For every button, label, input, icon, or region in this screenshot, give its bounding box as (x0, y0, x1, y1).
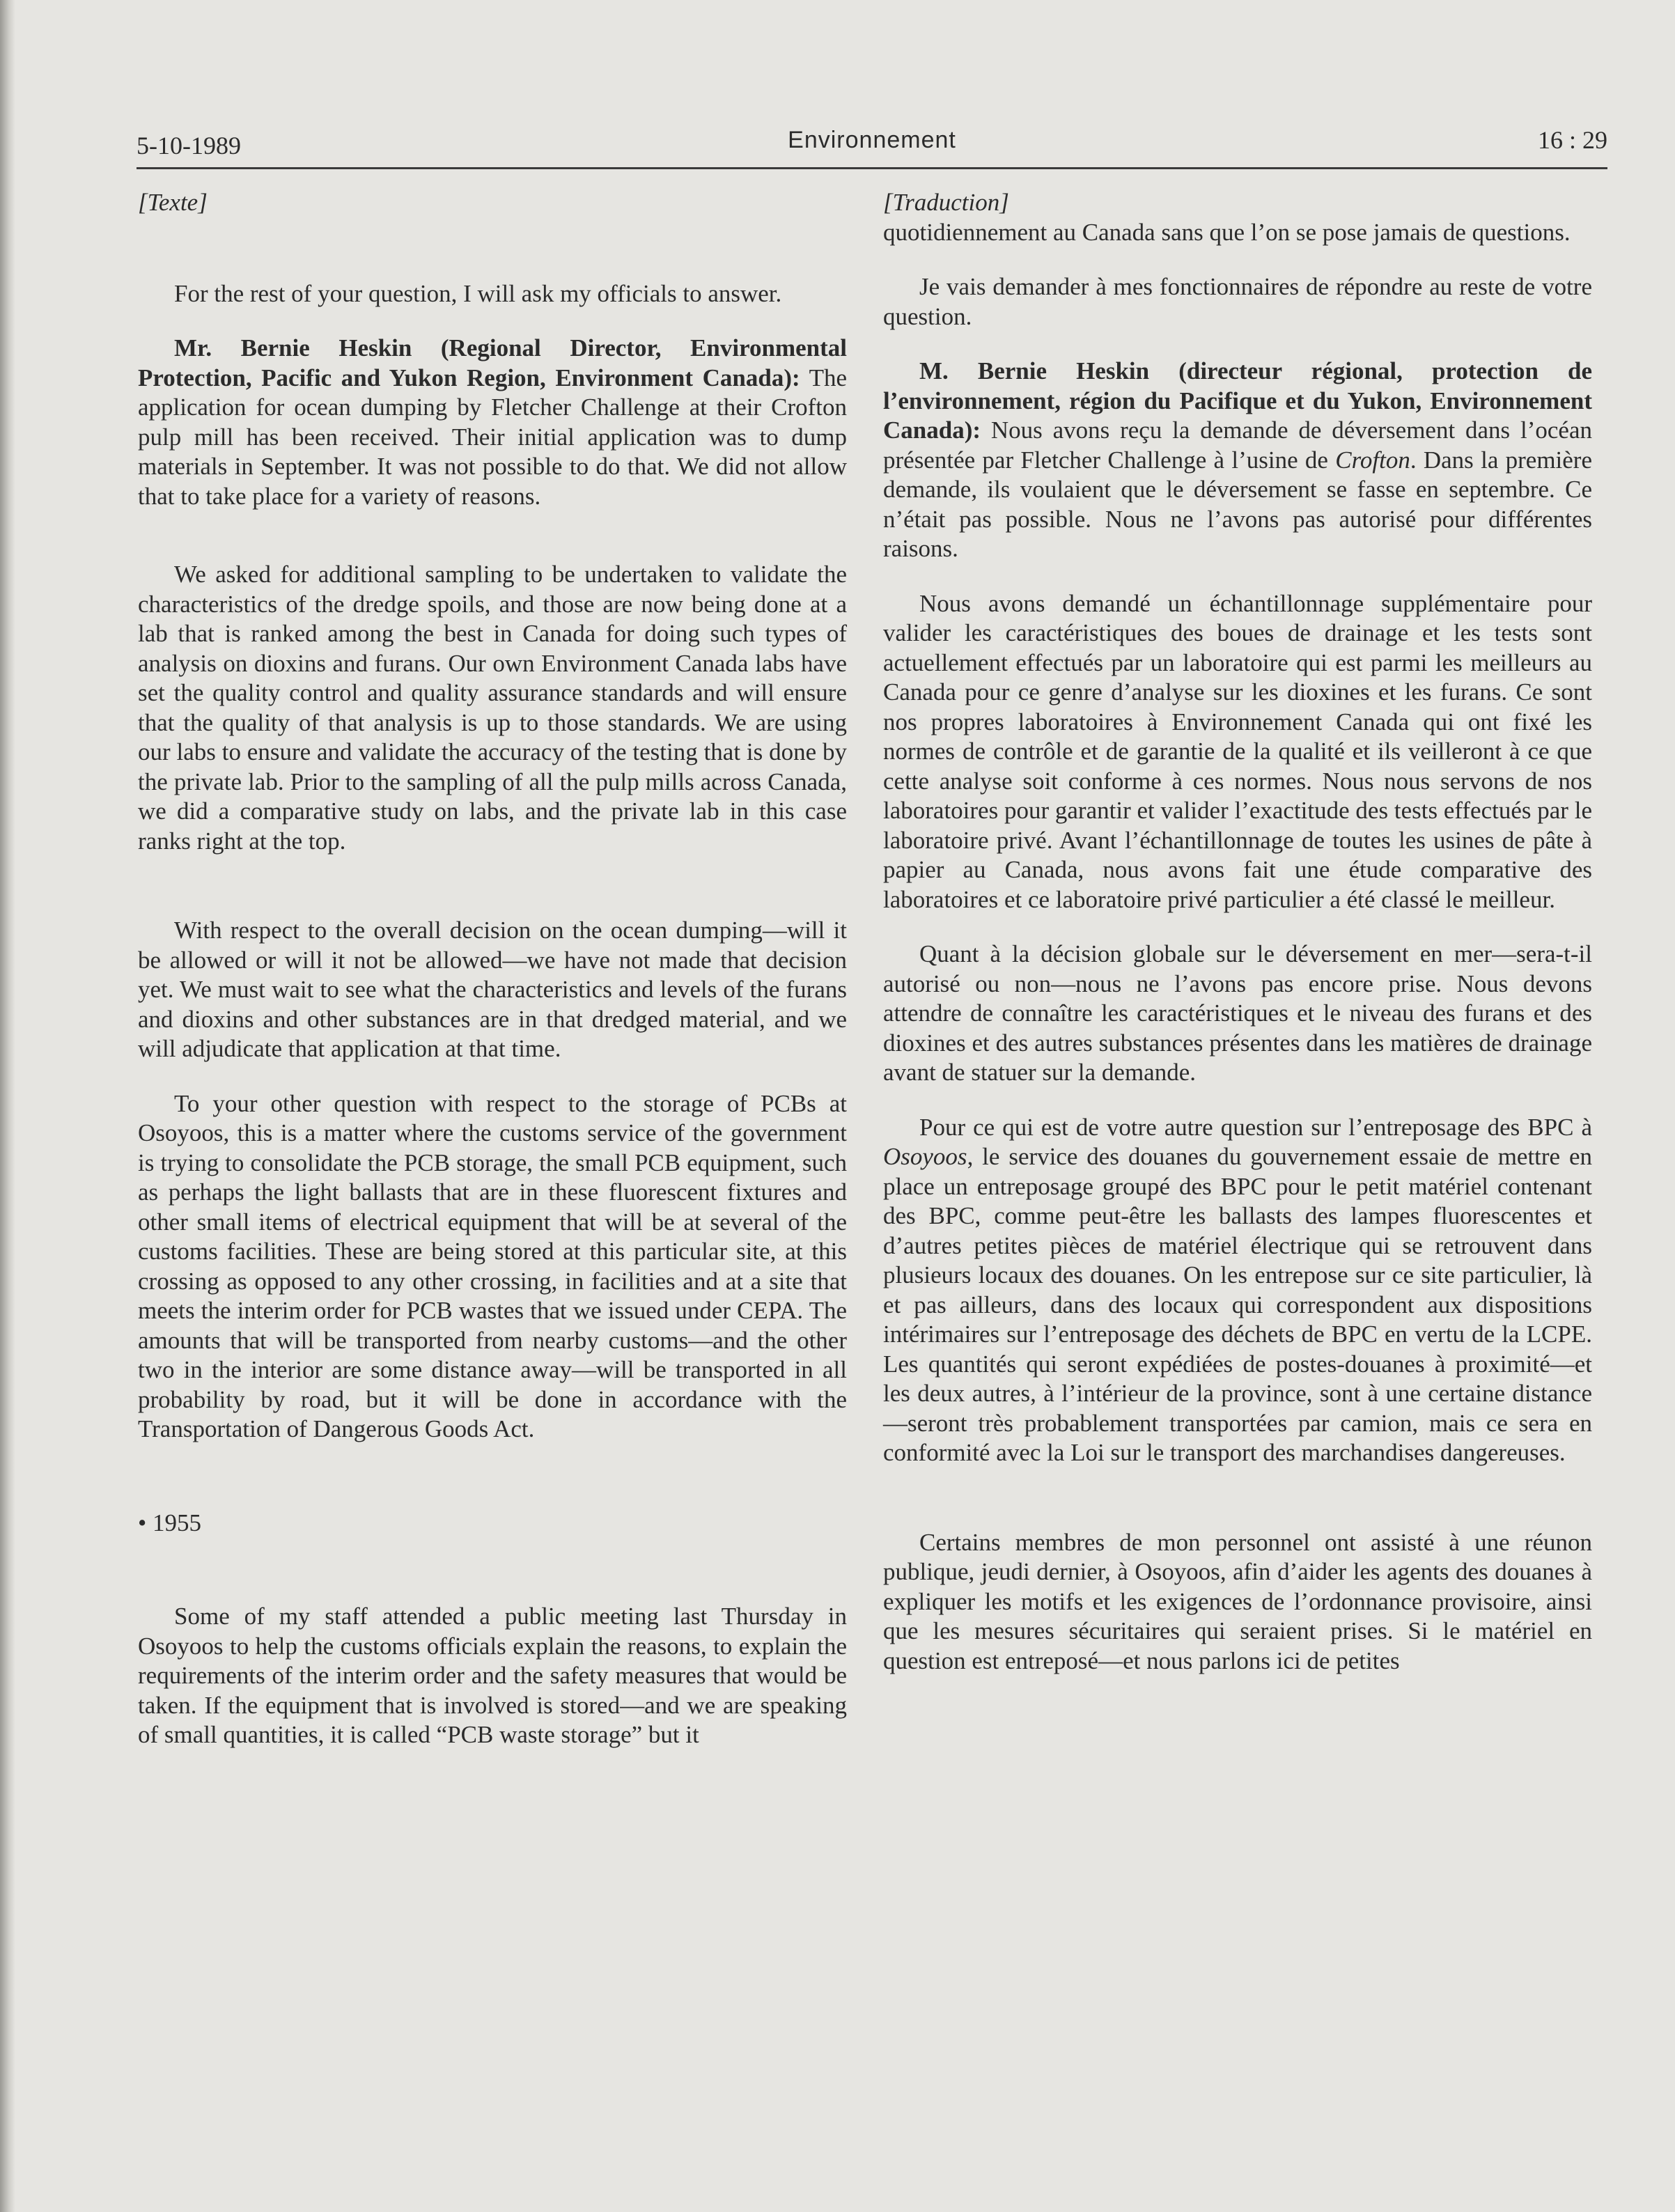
speaker-name: M. Bernie Heskin (directeur régional, protection de l’environnement, région du Pacifique et du Yukon, Environnement Canada): (883, 357, 1592, 444)
speech-text: Pour ce qui est de votre autre question sur l’entreposage des BPC à (919, 1113, 1592, 1141)
speech-text: Nous avons reçu la demande de déversement dans l’océan présentée par Fletcher Challenge à l’usine de (883, 416, 1592, 474)
paragraph: quotidiennement au Canada sans que l’on se pose jamais de questions. (883, 218, 1571, 246)
paragraph: Some of my staff attended a public meeting last Thursday in Osoyoos to help the customs officials explain the reasons, to explain the requirements of the interim order and the safety measures that would be taken. If the equipment that is involved is stored—and we are speaking of small quantities, it is called “PCB waste storage” but it (138, 1603, 847, 1748)
speech-text: . Dans la première demande, ils voulaient que le déversement se fasse en septembre. Ce n’était pas possible. Nous ne l’avons pas autorisé pour différentes raisons. (883, 446, 1592, 562)
french-column (883, 188, 1592, 1676)
paragraph (138, 334, 847, 511)
paragraph: Certains membres de mon personnel ont assisté à une réunon publique, jeudi dernier, à Osoyoos, afin d’aider les agents des douanes à expliquer les motifs et les exigences de l’ordonnance provisoire, ainsi que les mesures sécuritaires qui seraient prises. Si le matériel en question est entreposé—et nous parlons ici de petites (883, 1528, 1592, 1674)
header-title: Environnement (788, 127, 956, 153)
paragraph: Quant à la décision globale sur le déversement en mer—sera-t-il autorisé ou non—nous ne l’avons pas encore prise. Nous devons attendre de connaître les caractéristiques et le niveau des furans et des dioxines et des autres substances présentes dans les matières de drainage avant de statuer sur la demande. (883, 940, 1592, 1086)
header-date: 5-10-1989 (137, 132, 241, 159)
place-name: Osoyoos (883, 1143, 967, 1170)
page-header (137, 125, 1607, 164)
header-rule (137, 167, 1607, 169)
paragraph (883, 1113, 1592, 1468)
header-page-number: 16 : 29 (1537, 126, 1607, 154)
speech-text: , le service des douanes du gouvernement essaie de mettre en place un entreposage groupé des BPC pour le petit matériel contenant des BPC, comme peut-être les ballasts des lampes fluorescentes et d’autres petites pièces de matériel électrique qui se retrouvent dans plusieurs locaux des douanes. On les entrepose sur ce site particulier, là et pas ailleurs, dans des locaux qui correspondent aux dispositions intérimaires sur l’entreposage des déchets de BPC en vertu de la LCPE. Les quantités qui seront expédiées de postes-douanes à proximité—et les deux autres, à l’intérieur de la province, sont à une certaine distance—seront très probablement transportées par camion, mais ce sera en conformité avec la Loi sur le transport des marchandises dangereuses. (883, 1143, 1592, 1466)
speaker-name: Mr. Bernie Heskin (Regional Director, Environmental Protection, Pacific and Yukon Region, Environment Canada): (138, 334, 847, 391)
paragraph: For the rest of your question, I will ask my officials to answer. (174, 279, 782, 307)
paragraph: Je vais demander à mes fonctionnaires de répondre au reste de votre question. (883, 273, 1592, 330)
paragraph: To your other question with respect to the storage of PCBs at Osoyoos, this is a matter where the customs service of the government is trying to consolidate the PCB storage, the small PCB equipment, such as perhaps the light ballasts that are in these fluorescent fixtures and other small items of electrical equipment that will be at several of the customs facilities. These are being stored at this particular site, at this crossing as opposed to any other crossing, in facilities and at a site that meets the interim order for PCB wastes that we issued under CEPA. The amounts that will be transported from nearby customs—and the other two in the interior are some distance away—will be transported in all probability by road, but it will be done in accordance with the Transportation of Dangerous Goods Act. (138, 1089, 847, 1442)
place-name: Crofton (1335, 446, 1410, 474)
language-tag: [Texte] (138, 189, 208, 216)
time-marker: • 1955 (138, 1509, 202, 1536)
paragraph (883, 357, 1592, 564)
paragraph: With respect to the overall decision on the ocean dumping—will it be allowed or will it not be allowed—we have not made that decision yet. We must wait to see what the characteristics and levels of the furans and dioxins and other substances are in that dredged material, and we will adjudicate that application at that time. (138, 917, 847, 1062)
language-tag: [Traduction] (883, 189, 1009, 216)
english-column (138, 188, 847, 1750)
paragraph: We asked for additional sampling to be undertaken to validate the characteristics of the dredge spoils, and those are now being done at a lab that is ranked among the best in Canada for doing such types of analysis on dioxins and furans. Our own Environment Canada labs have set the quality control and quality assurance standards and will ensure that the quality of that analysis is up to those standards. We are using our labs to ensure and validate the accuracy of the testing that is done by the private lab. Prior to the sampling of all the pulp mills across Canada, we did a comparative study on labs, and the private lab in this case ranks right at the top. (138, 561, 847, 855)
speech-text: The application for ocean dumping by Fletcher Challenge at their Crofton pulp mill has been received. Their initial application was to dump materials in September. It was not possible to do that. We did not allow that to take place for a variety of reasons. (138, 364, 847, 510)
paragraph: Nous avons demandé un échantillonnage supplémentaire pour valider les caractéristiques des boues de drainage et les tests sont actuellement effectués par un laboratoire qui est parmi les meilleurs au Canada pour ce genre d’analyse sur les dioxines et les furans. Ce sont nos propres laboratoires à Environnement Canada qui ont fixé les normes de contrôle et de garantie de la qualité et ils veilleront à ce que cette analyse soit conforme à ces normes. Nous nous servons de nos laboratoires pour garantir et valider l’exactitude des tests effectués par le laboratoire privé. Avant l’échantillonnage de toutes les usines de pâte à papier au Canada, nous avons fait une étude comparative des laboratoires et ce laboratoire privé particulier a été classé le meilleur. (883, 589, 1592, 913)
binding-edge (0, 0, 15, 2212)
